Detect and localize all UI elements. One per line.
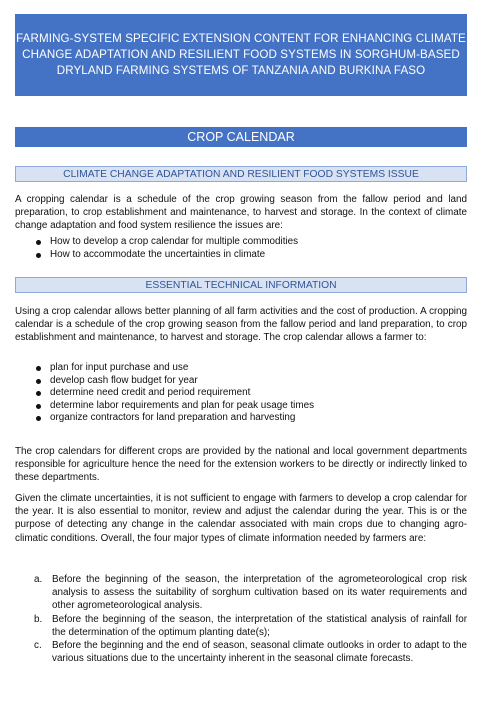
title-line-3: DRYLAND FARMING SYSTEMS OF TANZANIA AND BURKINA FASO — [56, 64, 426, 77]
list-item: How to develop a crop calendar for multiple commodities — [36, 236, 456, 249]
departments-paragraph: The crop calendars for different crops are provided by the national and local government departments responsible for agriculture hence the need for the extension workers to be directly or indirectly linked to these departments. — [15, 446, 467, 484]
title-line-1: FARMING-SYSTEM SPECIFIC EXTENSION CONTENT FOR ENHANCING CLIMATE — [16, 32, 466, 45]
section-title: CROP CALENDAR — [15, 127, 467, 147]
issue-paragraph: A cropping calendar is a schedule of the crop growing season from the fallow period and land preparation, to crop establishment and maintenance, to harvest and storage. In the context of climate change adaptation and food system resilience the issues are: — [15, 194, 467, 232]
title-line-2: CHANGE ADAPTATION AND RESILIENT FOOD SYSTEMS IN SORGHUM-BASED — [22, 48, 460, 61]
list-item: plan for input purchase and use — [36, 362, 456, 375]
list-item — [34, 639, 467, 665]
technical-bullet-list — [36, 362, 456, 425]
list-item: How to accommodate the uncertainties in climate — [36, 249, 456, 262]
technical-intro-paragraph: Using a crop calendar allows better planning of all farm activities and the cost of production. A cropping calendar is a schedule of the crop growing season from the fallow period and land preparation, to crop establishment and maintenance, to harvest and storage. The crop calendar allows a farmer to: — [15, 306, 467, 344]
climate-information-list — [34, 573, 467, 665]
list-item: organize contractors for land preparation and harvesting — [36, 412, 456, 425]
list-item — [34, 573, 467, 613]
list-marker: a. — [34, 574, 43, 585]
technical-heading: ESSENTIAL TECHNICAL INFORMATION — [15, 277, 467, 293]
issue-bullet-list — [36, 236, 456, 261]
list-item-text: Before the beginning and the end of season, seasonal climate outlooks in order to adapt to the various situations due to the uncertainty inherent in the seasonal climate forecasts. — [52, 640, 467, 665]
list-item-text: Before the beginning of the season, the interpretation of the statistical analysis of rainfall for the determination of the optimum planting date(s); — [52, 613, 467, 638]
issue-heading: CLIMATE CHANGE ADAPTATION AND RESILIENT FOOD SYSTEMS ISSUE — [15, 166, 467, 182]
list-item: determine labor requirements and plan for peak usage times — [36, 400, 456, 413]
list-item — [34, 613, 467, 639]
document-title-banner — [15, 14, 467, 96]
list-item: determine need credit and period requirement — [36, 387, 456, 400]
list-item-text: Before the beginning of the season, the interpretation of the agrometeorological crop risk analysis to assess the suitability of sorghum cultivation based on its water requirements and other agrometeorological analysis. — [52, 574, 467, 612]
uncertainty-paragraph: Given the climate uncertainties, it is not sufficient to engage with farmers to develop a crop calendar for the year. It is also essential to monitor, review and adjust the calendar during the year. This is or the purpose of detecting any change in the calendar associated with main crops due to changing agro-climatic conditions. Overall, the four major types of climate information needed by farmers are: — [15, 493, 467, 544]
list-marker: b. — [34, 613, 43, 625]
list-item: develop cash flow budget for year — [36, 375, 456, 388]
list-marker: c. — [34, 640, 42, 652]
